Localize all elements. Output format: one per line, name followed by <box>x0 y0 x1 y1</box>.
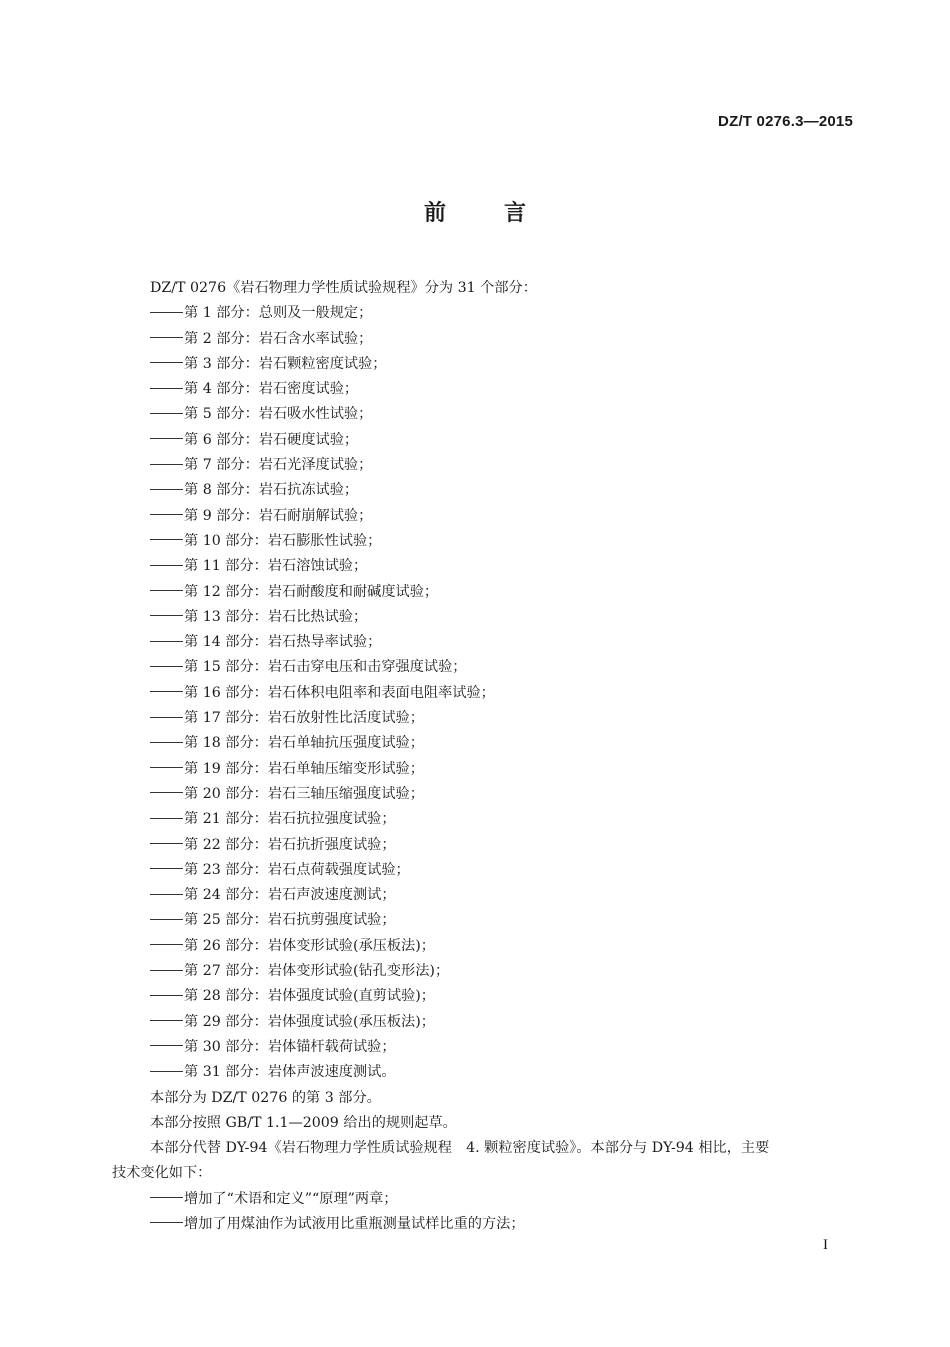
part-name: 岩石硬度试验； <box>258 431 359 448</box>
part-label: 第 29 部分： <box>184 1013 268 1030</box>
dash-marker <box>150 590 183 591</box>
title-char-2: 言 <box>504 201 585 226</box>
title-char-1: 前 <box>423 201 504 226</box>
list-item <box>112 681 857 706</box>
part-name: 岩石放射性比活度试验； <box>267 710 424 727</box>
list-item <box>112 1187 857 1212</box>
standard-code: DZ/T 0276.3—2015 <box>718 113 853 130</box>
part-name: 岩体声波速度测试。 <box>267 1064 396 1081</box>
part-label: 第 9 部分： <box>184 507 259 524</box>
list-item <box>112 858 857 883</box>
dash-marker <box>150 641 183 642</box>
dash-marker <box>150 818 183 819</box>
part-label: 第 30 部分： <box>184 1038 268 1055</box>
part-name: 岩石单轴抗压强度试验； <box>267 735 424 752</box>
list-item <box>112 807 857 832</box>
part-name: 岩石耐酸度和耐碱度试验； <box>267 583 439 600</box>
part-name: 总则及一般规定； <box>258 305 373 322</box>
dash-marker <box>150 464 183 465</box>
dash-marker <box>150 489 183 490</box>
part-label: 第 25 部分： <box>184 912 268 929</box>
part-label: 第 19 部分： <box>184 760 268 777</box>
change-text: 增加了“术语和定义”“原理”两章； <box>184 1190 398 1207</box>
part-label: 第 13 部分： <box>184 608 268 625</box>
part-name: 岩体变形试验(钻孔变形法)； <box>267 963 450 980</box>
list-item <box>112 655 857 680</box>
part-name: 岩石含水率试验； <box>258 330 373 347</box>
part-label: 第 27 部分： <box>184 963 268 980</box>
part-name: 岩石三轴压缩强度试验； <box>267 785 424 802</box>
part-name: 岩石比热试验； <box>267 608 368 625</box>
part-name: 岩石热导率试验； <box>267 634 382 651</box>
part-name: 岩石溶蚀试验； <box>267 558 368 575</box>
part-label: 第 7 部分： <box>184 457 259 474</box>
part-label: 第 15 部分： <box>184 659 268 676</box>
part-name: 岩石单轴压缩变形试验； <box>267 760 424 777</box>
part-name: 岩石抗折强度试验； <box>267 836 396 853</box>
part-label: 第 11 部分： <box>184 558 268 575</box>
dash-marker <box>150 970 183 971</box>
list-item <box>112 377 857 402</box>
page-number: I <box>823 1237 828 1253</box>
list-item <box>112 301 857 326</box>
part-name: 岩石抗冻试验； <box>258 482 359 499</box>
dash-marker <box>150 919 183 920</box>
dash-marker <box>150 666 183 667</box>
part-label: 第 5 部分： <box>184 406 259 423</box>
part-name: 岩石击穿电压和击穿强度试验； <box>267 659 467 676</box>
part-name: 岩石抗拉强度试验； <box>267 811 396 828</box>
dash-marker <box>150 742 183 743</box>
standard-code-header <box>718 113 853 130</box>
part-label: 第 28 部分： <box>184 988 268 1005</box>
intro-paragraph: DZ/T 0276《岩石物理力学性质试验规程》分为 31 个部分： <box>150 280 537 296</box>
dash-marker <box>150 1222 183 1223</box>
part-name: 岩石颗粒密度试验； <box>258 355 387 372</box>
change-text: 增加了用煤油作为试液用比重瓶测量试样比重的方法； <box>184 1215 525 1232</box>
foreword-body <box>112 276 857 1237</box>
drafting-rules-paragraph: 本部分按照 GB/T 1.1—2009 给出的规则起草。 <box>150 1114 457 1131</box>
list-item <box>112 1060 857 1085</box>
part-label: 第 4 部分： <box>184 381 259 398</box>
part-label: 第 21 部分： <box>184 811 268 828</box>
list-item <box>112 580 857 605</box>
dash-marker <box>150 362 183 363</box>
part-name: 岩石耐崩解试验； <box>258 507 373 524</box>
dash-marker <box>150 717 183 718</box>
part-label: 第 24 部分： <box>184 887 268 904</box>
part-label: 第 6 部分： <box>184 431 259 448</box>
page-title <box>0 196 950 227</box>
changes-list <box>112 1187 857 1238</box>
list-item <box>112 504 857 529</box>
part-name: 岩石体积电阻率和表面电阻率试验； <box>267 684 495 701</box>
part-name: 岩石膨胀性试验； <box>267 532 382 549</box>
part-label: 第 14 部分： <box>184 634 268 651</box>
part-name: 岩石吸水性试验； <box>258 406 373 423</box>
dash-marker <box>150 944 183 945</box>
dash-marker <box>150 615 183 616</box>
list-item <box>112 706 857 731</box>
dash-marker <box>150 539 183 540</box>
part-name: 岩石光泽度试验； <box>258 457 373 474</box>
list-item <box>112 327 857 352</box>
dash-marker <box>150 337 183 338</box>
part-label: 第 16 部分： <box>184 684 268 701</box>
list-item <box>112 402 857 427</box>
replaces-paragraph-line-1: 本部分代替 DY-94《岩石物理力学性质试验规程 4. 颗粒密度试验》。本部分与 DY-94 相比，主要 <box>150 1140 770 1157</box>
part-label: 第 8 部分： <box>184 482 259 499</box>
part-name: 岩体变形试验(承压板法)； <box>267 937 435 954</box>
part-label: 第 18 部分： <box>184 735 268 752</box>
list-item <box>112 984 857 1009</box>
dash-marker <box>150 1197 183 1198</box>
list-item <box>112 908 857 933</box>
part-label: 第 17 部分： <box>184 710 268 727</box>
dash-marker <box>150 438 183 439</box>
dash-marker <box>150 413 183 414</box>
list-item <box>112 478 857 503</box>
list-item <box>112 1035 857 1060</box>
part-label: 第 1 部分： <box>184 305 259 322</box>
list-item <box>112 554 857 579</box>
dash-marker <box>150 767 183 768</box>
list-item <box>112 934 857 959</box>
part-name: 岩石声波速度测试； <box>267 887 396 904</box>
part-label: 第 22 部分： <box>184 836 268 853</box>
list-item <box>112 529 857 554</box>
list-item <box>112 352 857 377</box>
dash-marker <box>150 843 183 844</box>
dash-marker <box>150 792 183 793</box>
part-label: 第 2 部分： <box>184 330 259 347</box>
list-item <box>112 453 857 478</box>
part-label: 第 12 部分： <box>184 583 268 600</box>
list-item <box>112 782 857 807</box>
part-name: 岩体锚杆载荷试验； <box>267 1038 396 1055</box>
list-item <box>112 959 857 984</box>
replaces-paragraph-line-2: 技术变化如下： <box>112 1165 212 1182</box>
dash-marker <box>150 514 183 515</box>
dash-marker <box>150 1071 183 1072</box>
parts-list <box>112 301 857 1085</box>
part-label: 第 23 部分： <box>184 861 268 878</box>
list-item <box>112 1212 857 1237</box>
part-label: 第 31 部分： <box>184 1064 268 1081</box>
dash-marker <box>150 565 183 566</box>
dash-marker <box>150 1045 183 1046</box>
list-item <box>112 883 857 908</box>
part-name: 岩体强度试验(承压板法)； <box>267 1013 435 1030</box>
part-name: 岩石点荷载强度试验； <box>267 861 410 878</box>
dash-marker <box>150 1020 183 1021</box>
dash-marker <box>150 691 183 692</box>
part-name: 岩石密度试验； <box>258 381 359 398</box>
dash-marker <box>150 995 183 996</box>
list-item <box>112 1010 857 1035</box>
part-name: 岩体强度试验(直剪试验)； <box>267 988 435 1005</box>
dash-marker <box>150 868 183 869</box>
part-name: 岩石抗剪强度试验； <box>267 912 396 929</box>
list-item <box>112 833 857 858</box>
list-item <box>112 630 857 655</box>
list-item <box>112 605 857 630</box>
dash-marker <box>150 388 183 389</box>
list-item <box>112 428 857 453</box>
part-label: 第 26 部分： <box>184 937 268 954</box>
part-label: 第 3 部分： <box>184 355 259 372</box>
part-label: 第 10 部分： <box>184 532 268 549</box>
part-label: 第 20 部分： <box>184 785 268 802</box>
list-item <box>112 731 857 756</box>
list-item <box>112 757 857 782</box>
part-of-paragraph: 本部分为 DZ/T 0276 的第 3 部分。 <box>150 1089 381 1106</box>
dash-marker <box>150 894 183 895</box>
dash-marker <box>150 312 183 313</box>
